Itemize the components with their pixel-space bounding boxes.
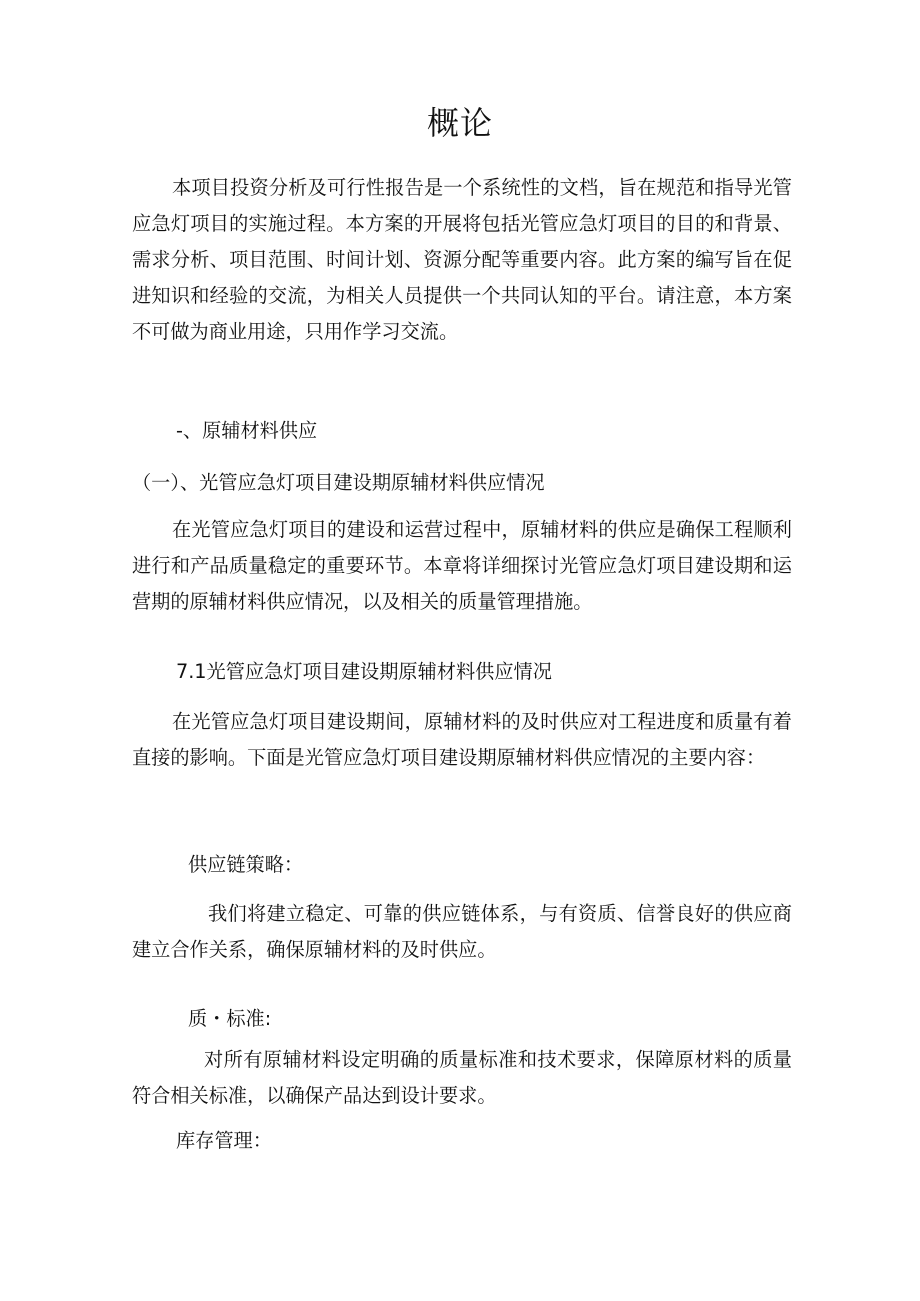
- supply-overview-paragraph: 在光管应急灯项目的建设和运营过程中，原辅材料的供应是确保工程顺利进行和产品质量稳定的重要环节。本章将详细探讨光管应急灯项目建设期和运营期的原辅材料供应情况，以及相关的质量管理措施。: [132, 518, 792, 613]
- subsection-heading-construction-supply: （一）、光管应急灯项目建设期原辅材料供应情况: [132, 471, 545, 494]
- subsection-heading-7-1: 7.1光管应急灯项目建设期原辅材料供应情况: [176, 660, 552, 683]
- section-heading-raw-materials: -、原辅材料供应: [176, 419, 318, 442]
- intro-paragraph: 本项目投资分析及可行性报告是一个系统性的文档，旨在规范和指导光管应急灯项目的实施过程。本方案的开展将包括光管应急灯项目的目的和背景、需求分析、项目范围、时间计划、资源分配等重要内容。此方案的编写旨在促进知识和经验的交流，为相关人员提供一个共同认知的平台。请注意，本方案不可做为商业用途，只用作学习交流。: [132, 176, 792, 343]
- quality-standard-paragraph: 对所有原辅材料设定明确的质量标准和技术要求，保障原材料的质量符合相关标准，以确保产品达到设计要求。: [132, 1048, 792, 1107]
- inventory-management-label: 库存管理：: [176, 1129, 272, 1152]
- supply-chain-paragraph: 我们将建立稳定、可靠的供应链体系，与有资质、信誉良好的供应商建立合作关系，确保原辅材料的及时供应。: [132, 902, 792, 961]
- supply-chain-label: 供应链策略：: [188, 853, 304, 876]
- construction-period-paragraph: 在光管应急灯项目建设期间，原辅材料的及时供应对工程进度和质量有着直接的影响。下面是光管应急灯项目建设期原辅材料供应情况的主要内容：: [132, 710, 792, 769]
- quality-standard-label: 质・标准:: [188, 1007, 272, 1030]
- page-title: 概论: [426, 104, 493, 142]
